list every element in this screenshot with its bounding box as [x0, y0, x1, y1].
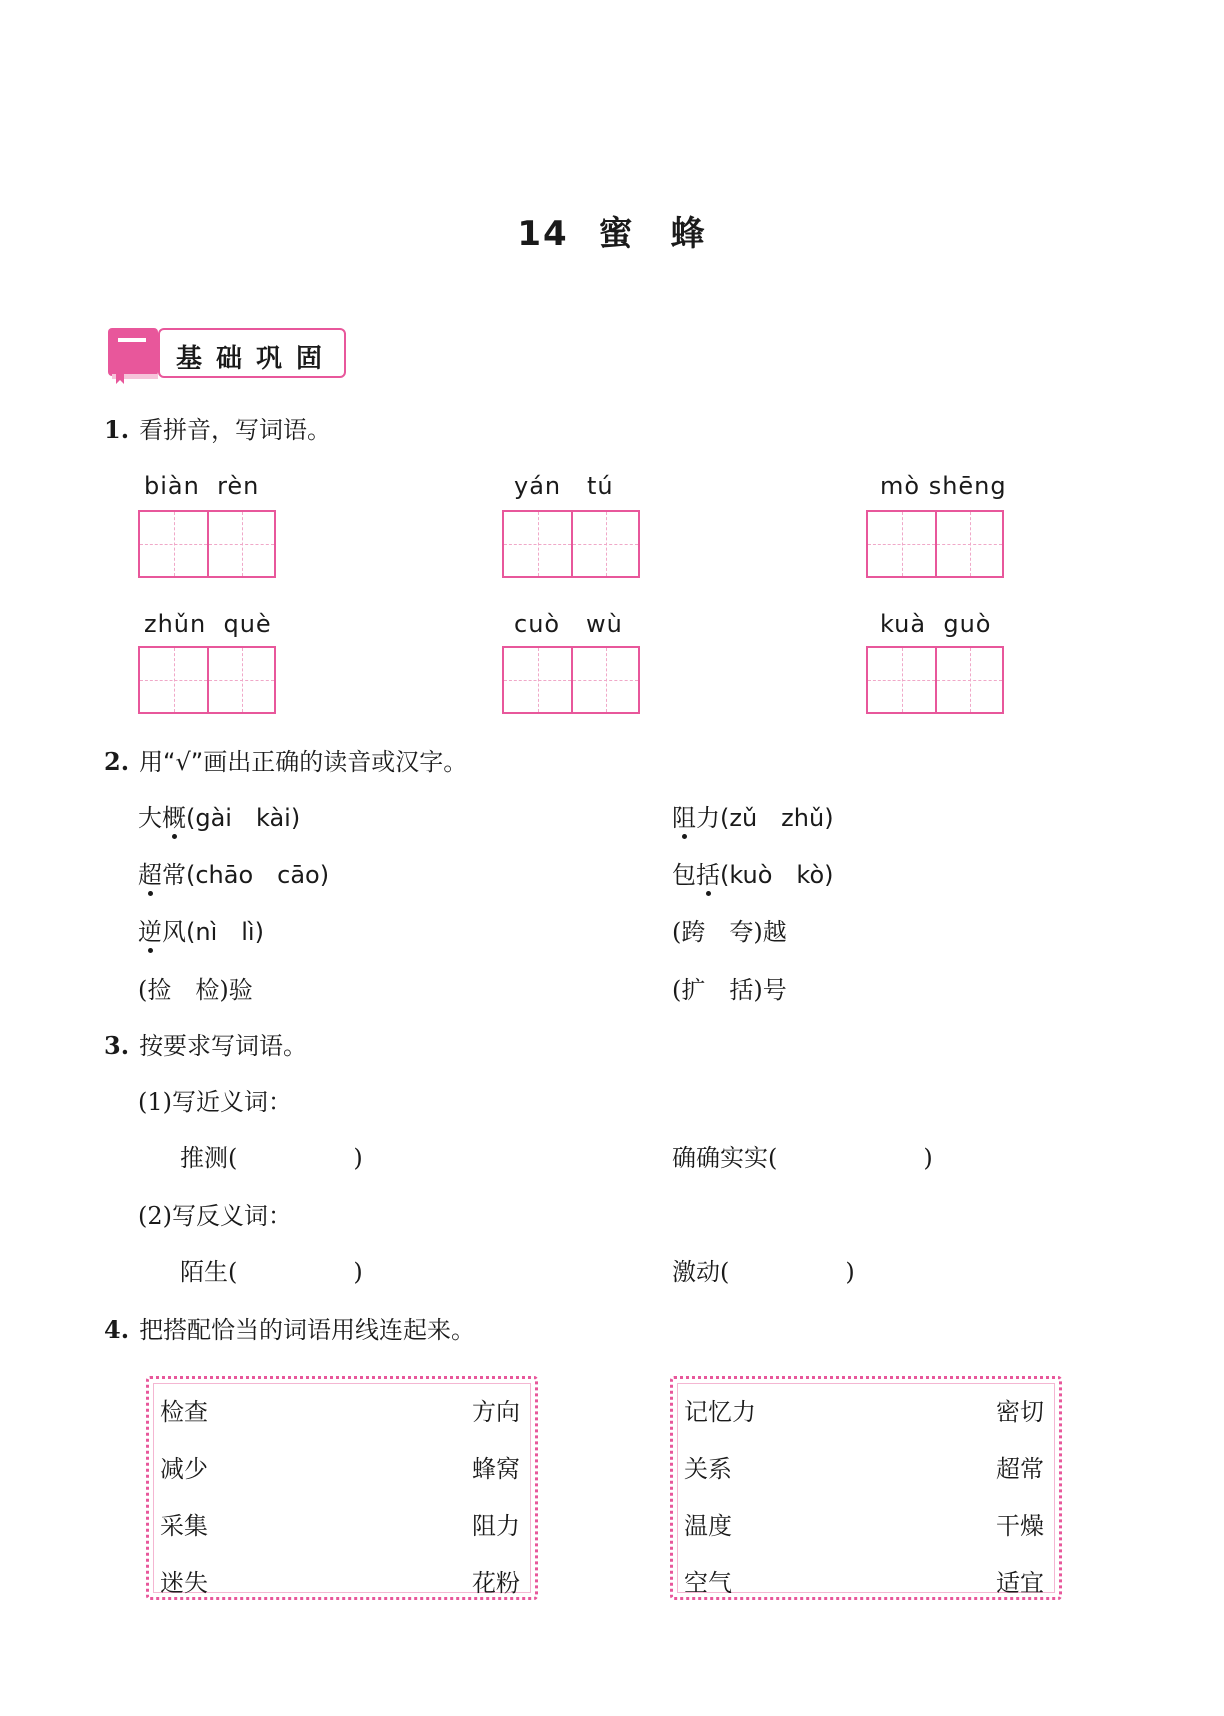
pinyin-options[interactable]: (zǔ zhǔ)	[720, 804, 834, 832]
question-2: 2. 用“√”画出正确的读音或汉字。	[104, 747, 468, 776]
book-icon	[106, 326, 164, 384]
choice-item-8[interactable]: (扩 括)号	[672, 976, 787, 1004]
pinyin-options[interactable]: (nì lì)	[186, 918, 264, 946]
match-left-word-4[interactable]: 迷失	[160, 1569, 208, 1597]
section-badge-tag	[158, 328, 346, 378]
pinyin-5: cuò wù	[514, 610, 623, 638]
page-title	[0, 206, 1224, 255]
writing-grid-1[interactable]	[138, 510, 276, 578]
writing-grid-3[interactable]	[866, 510, 1004, 578]
match-left-word-3[interactable]: 采集	[160, 1512, 208, 1540]
match-left-word-2[interactable]: 减少	[160, 1455, 208, 1483]
pinyin-1: biàn rèn	[144, 472, 260, 500]
match-left-word-5[interactable]: 记忆力	[684, 1398, 756, 1426]
dotted-char: 逆	[138, 918, 162, 946]
question-2-text: 用“√”画出正确的读音或汉字。	[139, 748, 468, 776]
question-3-text: 按要求写词语。	[139, 1032, 308, 1060]
writing-grid-4[interactable]	[138, 646, 276, 714]
match-right-word-3[interactable]: 阻力	[472, 1512, 520, 1540]
choice-item-3: 超常(chāo cāo)	[138, 861, 330, 889]
choice-item-7[interactable]: (捡 检)验	[138, 976, 253, 1004]
pinyin-4: zhǔn què	[144, 610, 272, 638]
title-char-2: 蜂	[670, 214, 707, 254]
match-right-word-6[interactable]: 超常	[996, 1455, 1044, 1483]
match-left-word-7[interactable]: 温度	[684, 1512, 732, 1540]
dotted-char: 概	[162, 804, 186, 832]
match-right-word-2[interactable]: 蜂窝	[472, 1455, 520, 1483]
choice-item-6[interactable]: (跨 夸)越	[672, 918, 787, 946]
title-char-1: 蜜	[598, 214, 635, 254]
question-1-text: 看拼音，写词语。	[139, 416, 332, 444]
question-3: 3. 按要求写词语。	[104, 1031, 308, 1060]
pinyin-options[interactable]: (gài kài)	[186, 804, 301, 832]
antonym-item-2: 激动( )	[672, 1258, 855, 1286]
match-left-word-1[interactable]: 检查	[160, 1398, 208, 1426]
section-badge-label: 基础巩固	[176, 344, 337, 374]
match-right-word-5[interactable]: 密切	[996, 1398, 1044, 1426]
match-right-word-1[interactable]: 方向	[472, 1398, 520, 1426]
antonym-item-1: 陌生( )	[180, 1258, 363, 1286]
pinyin-6: kuà guò	[880, 610, 992, 638]
dotted-char: 超	[138, 861, 162, 889]
match-left-word-6[interactable]: 关系	[684, 1455, 732, 1483]
lesson-number: 14	[517, 214, 569, 254]
question-4-text: 把搭配恰当的词语用线连起来。	[139, 1316, 476, 1344]
synonym-item-2: 确确实实( )	[672, 1144, 933, 1172]
section-badge	[106, 326, 352, 384]
writing-grid-2[interactable]	[502, 510, 640, 578]
synonym-item-1: 推测( )	[180, 1144, 363, 1172]
choice-item-1: 大概(gài kài)	[138, 804, 301, 832]
synonym-label: (1)写近义词：	[138, 1088, 292, 1116]
writing-grid-5[interactable]	[502, 646, 640, 714]
writing-grid-6[interactable]	[866, 646, 1004, 714]
dotted-char: 括	[696, 861, 720, 889]
antonym-label: (2)写反义词：	[138, 1202, 292, 1230]
match-right-word-4[interactable]: 花粉	[472, 1569, 520, 1597]
choice-item-4: 包括(kuò kò)	[672, 861, 834, 889]
question-4: 4. 把搭配恰当的词语用线连起来。	[104, 1315, 476, 1344]
pinyin-2: yán tú	[514, 472, 614, 500]
choice-item-5: 逆风(nì lì)	[138, 918, 264, 946]
pinyin-3: mò shēng	[880, 472, 1007, 500]
pinyin-options[interactable]: (chāo cāo)	[186, 861, 330, 889]
dotted-char: 阻	[672, 804, 696, 832]
pinyin-options[interactable]: (kuò kò)	[720, 861, 834, 889]
match-left-word-8[interactable]: 空气	[684, 1569, 732, 1597]
choice-item-2: 阻力(zǔ zhǔ)	[672, 804, 834, 832]
match-right-word-7[interactable]: 干燥	[996, 1512, 1044, 1540]
match-right-word-8[interactable]: 适宜	[996, 1569, 1044, 1597]
question-1: 1. 看拼音，写词语。	[104, 415, 332, 444]
